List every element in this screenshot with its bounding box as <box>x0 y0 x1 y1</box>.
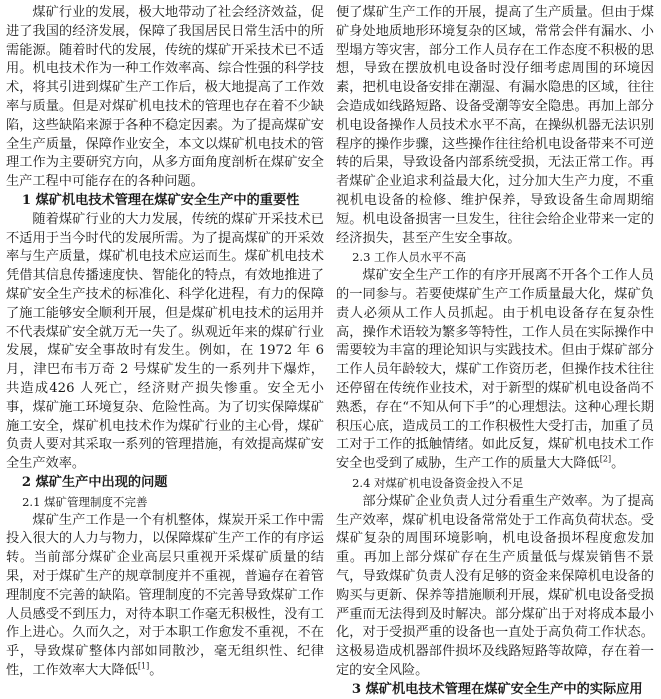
intro-paragraph: 煤矿行业的发展，极大地带动了社会经济效益，促进了我国的经济发展，保障了我国居民日常生活中的所需能源。随着时代的发展，传统的煤矿开采技术已不适用。机电技术作为一种工作效率高、综合性强的科学技术，将其引进到煤矿生产工作后，极大地提高了工作效率与质量。但是对煤矿机电技术的管理也存在着不少缺陷，这些缺陷来源于各种不稳定因素。为了提高煤矿安全生产质量，保障作业安全，本文以煤矿机电技术的管理工作为主要研究方向，从多方面角度剖析在煤矿安全生产工程中可能存在的各种问题。 <box>6 5 324 190</box>
subsection-2-4-paragraph: 部分煤矿企业负责人过分看重生产效率。为了提高生产效率，煤矿机电设备常常处于工作高负荷状态。受煤矿复杂的周围环境影响，机电设备损坏程度愈发加重。再加上部分煤矿存在生产质量低与煤炭销售不景气，导致煤矿负责人没有足够的资金来保障机电设备的购买与更新、保养等措施顺利开展，煤矿机电设备受损严重而无法得到及时解决。部分煤矿出于对将成本最小化，对于受损严重的设备也一直处于高负荷工作状态。这极易造成机器部件损坏及线路短路等故障，存在着一定的安全风险。 <box>336 493 654 678</box>
section-heading-1: 1 煤矿机电技术管理在煤矿安全生产中的重要性 <box>21 192 300 208</box>
subsection-heading-2-3: 2.3 工作人员水平不高 <box>352 250 467 265</box>
section-1-paragraph: 随着煤矿行业的大力发展，传统的煤矿开采技术已不适用于当今时代的发展所需。为了提高煤矿的开采效率与生产质量，煤矿机电技术应运而生。煤矿机电技术凭借其信息传播速度快、智能化的特点，有效地推进了煤矿安全生产技术的标准化、科学化进程，有力的保障了施工能够安全顺利开展，但是煤矿机电技术的运用并不代表煤矿安全就万无一失了。纵观近年来的煤矿行业发展，煤矿安全事故时有发生。例如，在 1972 年 6 月，津巴布韦万奇 2 号煤矿发生的一系列井下爆炸，共造成426 人死亡，经济财产损失惨重。安全无小事，煤矿施工环境复杂、危险性高。为了切实保障煤矿施工安全，煤矿机电技术作为煤矿行业的主心骨，煤矿负责人要对其采取一系列的管理措施，有效提高煤矿安全生产效率。 <box>6 211 324 472</box>
section-heading-3: 3 煤矿机电技术管理在煤矿安全生产中的实际应用 <box>351 681 643 697</box>
paragraph-text: 煤矿生产工作是一个有机整体，煤炭开采工作中需投入很大的人力与物力，以保障煤矿生产工作的有序运转。当前部分煤矿企业高层只重视开采煤矿质量的结果，对于煤矿生产的规章制度并不重视，普遍存在着管理制度不完善的缺陷。管理制度的不完善导致煤矿工作人员感受不到压力，对待本职工作毫无积极性，没有工作上进心。久而久之，对于本职工作愈发不重视，不在乎，导致煤矿整体内部如同散沙，毫无组织性、纪律性，工作效率大大降低 <box>6 512 324 678</box>
citation-2: [2] <box>599 454 612 464</box>
citation-1: [1] <box>137 661 150 671</box>
subsection-2-3-paragraph <box>336 267 654 474</box>
subsection-2-2-continued-paragraph: 便了煤矿生产工作的开展，提高了生产质量。但由于煤矿身处地质地形环境复杂的区域，常常会伴有漏水、小型塌方等灾害，部分工作人员存在工作态度不积极的思想，导致在摆放机电设备时没仔细考虑周围的环境因素，把机电设备安排在潮湿、有漏水隐患的区域，往往会造成如线路短路、设备受潮等安全隐患。再加上部分机电设备操作人员技术水平不高，在操纵机器无法识别程序的操作步骤，这些操作往往给机电设备带来不可逆转的后果，导致设备内部系统受损，无法正常工作。再者煤矿企业追求利益最大化，过分加大生产力度，不重视机电设备的检修、维护保养，导致设备生命周期缩短。机电设备损害一旦发生，往往会给企业带来一定的经济损失，甚至产生安全事故。 <box>336 5 654 246</box>
left-column <box>6 4 324 681</box>
section-heading-2: 2 煤矿生产中出现的问题 <box>21 474 168 490</box>
paragraph-end: 。 <box>149 662 163 678</box>
right-column <box>336 4 654 699</box>
paragraph-text: 煤矿安全生产工作的有序开展离不开各个工作人员的一同参与。若要使煤矿生产工作质量最大化，煤矿负责人必须从工作人员抓起。由于机电设备存在复杂性高，操作术语较为繁多等特性，工作人员在实际操作中需要较为丰富的理论知识与实践技术。但由于煤矿部分工作人员年龄较大，煤矿工作资历老，但操作技术往往还停留在传统作业技术，对于新型的煤矿机电设备尚不熟悉，存在“不知从何下手”的心理想法。这种心理长期积压心底，造成员工的工作积极性大受打击，加重了员工对于工作的抵触情绪。如此反复，煤矿机电技术工作安全也受到了威胁，生产工作的质量大大降低 <box>336 268 654 472</box>
subsection-heading-2-4: 2.4 对煤矿机电设备资金投入不足 <box>352 475 524 490</box>
paragraph-end: 。 <box>611 456 625 472</box>
subsection-2-1-paragraph <box>6 512 324 681</box>
subsection-heading-2-1: 2.1 煤矿管理制度不完善 <box>22 494 148 509</box>
